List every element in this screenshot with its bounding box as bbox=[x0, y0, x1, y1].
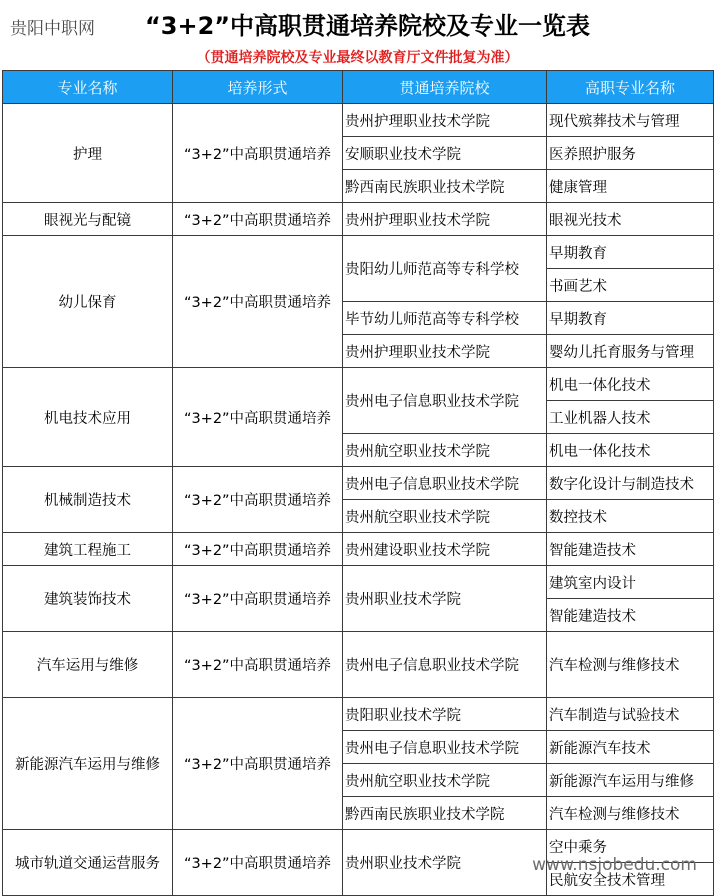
major-cell: 汽车运用与维修 bbox=[3, 632, 173, 698]
major-cell: 建筑装饰技术 bbox=[3, 566, 173, 632]
major-cell: 幼儿保育 bbox=[3, 236, 173, 368]
header-school: 贯通培养院校 bbox=[343, 71, 547, 104]
program-cell: 数控技术 bbox=[547, 500, 714, 533]
program-cell: 现代殡葬技术与管理 bbox=[547, 104, 714, 137]
program-cell: 健康管理 bbox=[547, 170, 714, 203]
program-table bbox=[2, 70, 714, 896]
form-cell: “3+2”中高职贯通培养 bbox=[173, 698, 343, 830]
major-cell: 眼视光与配镜 bbox=[3, 203, 173, 236]
page-subtitle: （贯通培养院校及专业最终以教育厅文件批复为准） bbox=[196, 50, 519, 66]
school-cell: 贵州护理职业技术学院 bbox=[343, 104, 547, 137]
major-cell: 建筑工程施工 bbox=[3, 533, 173, 566]
table-row bbox=[3, 467, 714, 500]
form-cell: “3+2”中高职贯通培养 bbox=[173, 533, 343, 566]
program-cell: 机电一体化技术 bbox=[547, 368, 714, 401]
major-cell: 机械制造技术 bbox=[3, 467, 173, 533]
major-cell: 护理 bbox=[3, 104, 173, 203]
school-cell: 贵州职业技术学院 bbox=[343, 566, 547, 632]
school-cell: 贵州电子信息职业技术学院 bbox=[343, 731, 547, 764]
major-cell: 新能源汽车运用与维修 bbox=[3, 698, 173, 830]
program-cell: 早期教育 bbox=[547, 302, 714, 335]
header-major: 专业名称 bbox=[3, 71, 173, 104]
school-cell: 贵州电子信息职业技术学院 bbox=[343, 467, 547, 500]
program-cell: 空中乘务 bbox=[547, 830, 714, 863]
form-cell: “3+2”中高职贯通培养 bbox=[173, 236, 343, 368]
form-cell: “3+2”中高职贯通培养 bbox=[173, 104, 343, 203]
table-row bbox=[3, 698, 714, 731]
school-cell: 毕节幼儿师范高等专科学校 bbox=[343, 302, 547, 335]
table-row bbox=[3, 632, 714, 698]
page-title: “3+2”中高职贯通培养院校及专业一览表 bbox=[145, 12, 591, 40]
program-cell: 智能建造技术 bbox=[547, 599, 714, 632]
program-cell: 建筑室内设计 bbox=[547, 566, 714, 599]
school-cell: 贵州航空职业技术学院 bbox=[343, 500, 547, 533]
table-row bbox=[3, 533, 714, 566]
site-name: 贵阳中职网 bbox=[10, 19, 95, 39]
program-cell: 医养照护服务 bbox=[547, 137, 714, 170]
program-cell: 新能源汽车运用与维修 bbox=[547, 764, 714, 797]
form-cell: “3+2”中高职贯通培养 bbox=[173, 203, 343, 236]
table-row bbox=[3, 203, 714, 236]
major-cell: 机电技术应用 bbox=[3, 368, 173, 467]
program-cell: 民航安全技术管理 bbox=[547, 863, 714, 896]
program-cell: 汽车制造与试验技术 bbox=[547, 698, 714, 731]
program-cell: 汽车检测与维修技术 bbox=[547, 797, 714, 830]
school-cell: 贵州航空职业技术学院 bbox=[343, 434, 547, 467]
program-cell: 书画艺术 bbox=[547, 269, 714, 302]
major-cell: 城市轨道交通运营服务 bbox=[3, 830, 173, 896]
form-cell: “3+2”中高职贯通培养 bbox=[173, 566, 343, 632]
school-cell: 贵阳幼儿师范高等专科学校 bbox=[343, 236, 547, 302]
program-cell: 工业机器人技术 bbox=[547, 401, 714, 434]
form-cell: “3+2”中高职贯通培养 bbox=[173, 632, 343, 698]
header-form: 培养形式 bbox=[173, 71, 343, 104]
program-cell: 早期教育 bbox=[547, 236, 714, 269]
program-cell: 婴幼儿托育服务与管理 bbox=[547, 335, 714, 368]
program-cell: 新能源汽车技术 bbox=[547, 731, 714, 764]
school-cell: 贵州护理职业技术学院 bbox=[343, 203, 547, 236]
school-cell: 贵州航空职业技术学院 bbox=[343, 764, 547, 797]
watermark: www.nsjobedu.com bbox=[532, 855, 697, 875]
program-cell: 汽车检测与维修技术 bbox=[547, 632, 714, 698]
table-row bbox=[3, 368, 714, 401]
program-cell: 机电一体化技术 bbox=[547, 434, 714, 467]
school-cell: 贵州电子信息职业技术学院 bbox=[343, 368, 547, 434]
form-cell: “3+2”中高职贯通培养 bbox=[173, 830, 343, 896]
table-row bbox=[3, 236, 714, 269]
school-cell: 黔西南民族职业技术学院 bbox=[343, 170, 547, 203]
table-header-row bbox=[3, 71, 714, 104]
school-cell: 贵阳职业技术学院 bbox=[343, 698, 547, 731]
form-cell: “3+2”中高职贯通培养 bbox=[173, 368, 343, 467]
table-row bbox=[3, 104, 714, 137]
school-cell: 安顺职业技术学院 bbox=[343, 137, 547, 170]
table-row bbox=[3, 566, 714, 599]
program-cell: 智能建造技术 bbox=[547, 533, 714, 566]
school-cell: 黔西南民族职业技术学院 bbox=[343, 797, 547, 830]
header-program: 高职专业名称 bbox=[547, 71, 714, 104]
school-cell: 贵州电子信息职业技术学院 bbox=[343, 632, 547, 698]
form-cell: “3+2”中高职贯通培养 bbox=[173, 467, 343, 533]
school-cell: 贵州护理职业技术学院 bbox=[343, 335, 547, 368]
program-cell: 数字化设计与制造技术 bbox=[547, 467, 714, 500]
school-cell: 贵州职业技术学院 bbox=[343, 830, 547, 896]
program-cell: 眼视光技术 bbox=[547, 203, 714, 236]
school-cell: 贵州建设职业技术学院 bbox=[343, 533, 547, 566]
